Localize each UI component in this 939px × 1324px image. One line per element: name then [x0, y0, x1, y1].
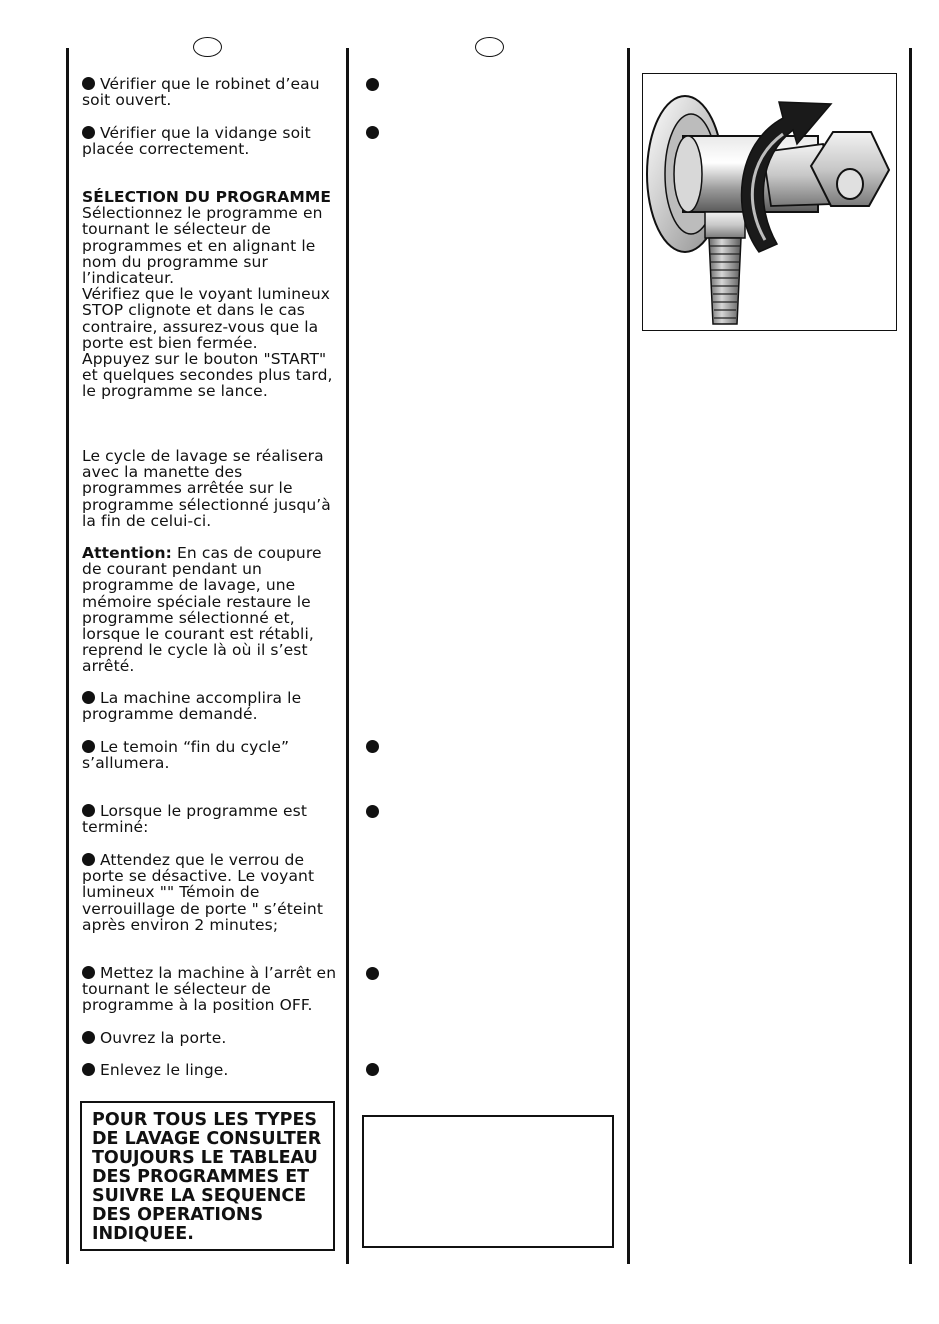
- notice-box-empty: [362, 1115, 614, 1248]
- bullet-dot-icon: [366, 126, 379, 139]
- bullet-dot-icon: [82, 966, 95, 979]
- bullet-open-door: Ouvrez la porte.: [82, 1030, 344, 1046]
- column-divider-right: [627, 48, 630, 1264]
- attention-label: Attention:: [82, 544, 172, 562]
- bullet-dot-icon: [82, 853, 95, 866]
- bullet-machine-runs: La machine accomplira le programme demandé.: [82, 689, 302, 724]
- paragraph-select: Sélectionnez le programme en tournant le sélecteur de programmes et en alignant le nom du programme sur l’indicateur.: [82, 204, 323, 288]
- bullet-program-finished: Lorsque le programme est terminé:: [82, 802, 308, 837]
- bullet-end-indicator: Le temoin “fin du cycle” s’allumera.: [82, 738, 290, 773]
- column-divider-far-right: [909, 48, 912, 1264]
- bullet-dot-icon: [366, 78, 379, 91]
- bullet-switch-off: Mettez la machine à l’arrêt en tournant le sélecteur de programme à la position OFF.: [82, 964, 337, 1015]
- bullet-dot-icon: [366, 1063, 379, 1076]
- bullet-check-drain: Vérifier que la vidange soit placée correctement.: [82, 124, 311, 159]
- tap-illustration-frame: [642, 73, 897, 331]
- bullet-dot-icon: [82, 1063, 95, 1076]
- bullet-dot-icon: [82, 740, 95, 753]
- column-divider-middle: [346, 48, 349, 1264]
- water-tap-turn-arrow-icon: [643, 74, 897, 331]
- notice-text: POUR TOUS LES TYPES DE LAVAGE CONSULTER TOUJOURS LE TABLEAU DES PROGRAMMES ET SUIVRE LA SEQUENCE DES OPERATIONS INDIQUEE.: [92, 1110, 322, 1244]
- bullet-dot-icon: [82, 691, 95, 704]
- paragraph-start: Appuyez sur le bouton "START" et quelques secondes plus tard, le programme se lance.: [82, 350, 333, 401]
- attention-text: En cas de coupure de courant pendant un programme de lavage, une mémoire spéciale restaure le programme sélectionné et, lorsque le courant est rétabli, reprend le cycle là où il s’est arrêté.: [82, 544, 322, 676]
- bullet-dot-icon: [366, 967, 379, 980]
- bullet-dot-icon: [366, 805, 379, 818]
- bullet-dot-icon: [82, 804, 95, 817]
- section-heading: SÉLECTION DU PROGRAMME: [82, 188, 332, 206]
- column-divider-left: [66, 48, 69, 1264]
- bullet-dot-icon: [366, 740, 379, 753]
- program-selection-section: [82, 189, 344, 400]
- language-badge-icon: [475, 37, 504, 57]
- language-badge-icon: [193, 37, 222, 57]
- bullet-dot-icon: [82, 126, 95, 139]
- bullet-remove-laundry: Enlevez le linge.: [82, 1062, 344, 1078]
- paragraph-cycle: Le cycle de lavage se réalisera avec la manette des programmes arrêtée sur le programme sélectionné jusqu’à la fin de celui-ci.: [82, 447, 331, 530]
- bullet-door-lock: Attendez que le verrou de porte se désactive. Le voyant lumineux "" Témoin de verrouillage de porte " s’éteint après environ 2 minutes;: [82, 851, 324, 934]
- bullet-dot-icon: [82, 77, 95, 90]
- paragraph-stop-light: Vérifiez que le voyant lumineux STOP clignote et dans le cas contraire, assurez-vous que la porte est bien fermée.: [82, 285, 331, 352]
- bullet-dot-icon: [82, 1031, 95, 1044]
- notice-box: [80, 1101, 335, 1251]
- attention-paragraph: [82, 545, 344, 675]
- bullet-check-tap: Vérifier que le robinet d’eau soit ouvert.: [82, 75, 320, 110]
